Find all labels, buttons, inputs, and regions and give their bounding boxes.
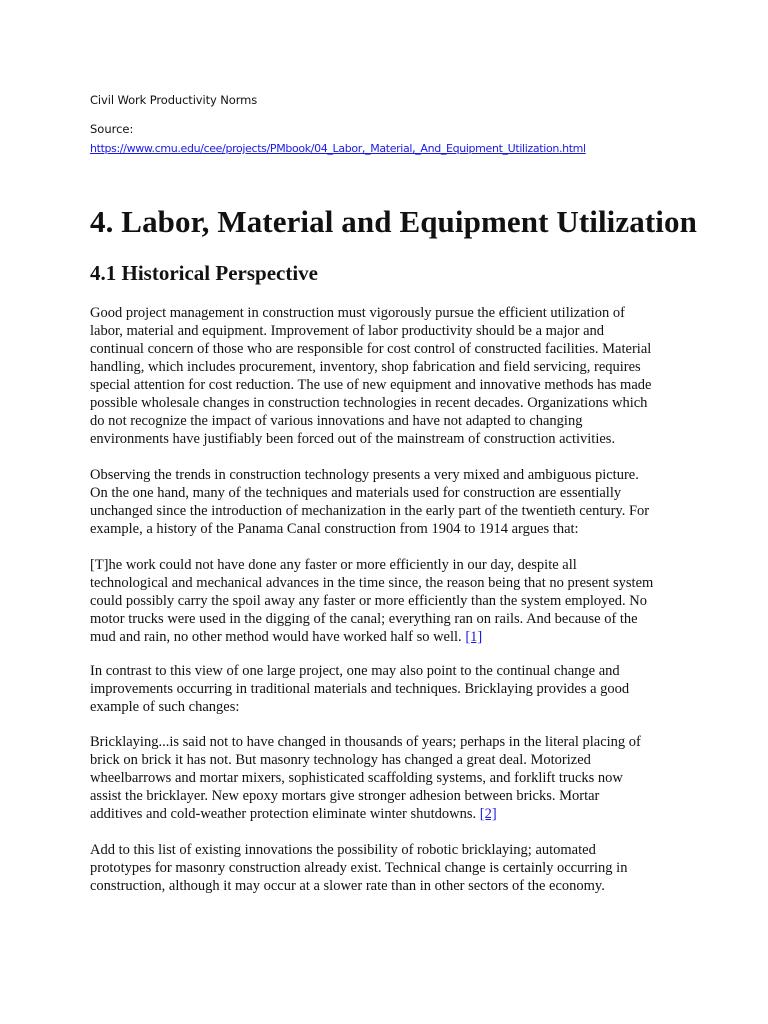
- paragraph-line: unchanged since the introduction of mechanization in the early part of the twentieth century. For: [90, 503, 650, 519]
- paragraph-line-text: mud and rain, no other method would have worked half so well.: [90, 629, 466, 645]
- paragraph-line: could possibly carry the spoil away any faster or more efficiently than the system employed. No: [90, 593, 648, 609]
- paragraph-line: labor, material and equipment. Improvement of labor productivity should be a major and: [90, 323, 605, 339]
- paragraph-line: improvements occurring in traditional materials and techniques. Bricklaying provides a good: [90, 681, 630, 697]
- paragraph-line: Good project management in construction must vigorously pursue the efficient utilization of: [90, 305, 625, 321]
- paragraph-intro: [90, 304, 651, 448]
- paragraph-contrast: [90, 662, 629, 716]
- paragraph-line: [90, 805, 641, 823]
- paragraph-line: continual concern of those who are responsible for cost control of constructed facilities. Material: [90, 341, 652, 357]
- source-url-link[interactable]: https://www.cmu.edu/cee/projects/PMbook/04_Labor,_Material,_And_Equipment_Utilization.html: [90, 142, 586, 155]
- paragraph-line: handling, which includes procurement, inventory, shop fabrication and field servicing, requires: [90, 359, 641, 375]
- paragraph-line: On the one hand, many of the techniques and materials used for construction are essentially: [90, 485, 622, 501]
- paragraph-robotic-bricklaying: [90, 841, 627, 895]
- paragraph-line: example, a history of the Panama Canal construction from 1904 to 1914 argues that:: [90, 521, 579, 537]
- paragraph-line: [90, 628, 653, 646]
- paragraph-line: construction, although it may occur at a slower rate than in other sectors of the economy.: [90, 878, 605, 894]
- paragraph-panama-quote: [90, 556, 653, 646]
- paragraph-line: do not recognize the impact of various innovations and have not adapted to changing: [90, 413, 583, 429]
- paragraph-line: In contrast to this view of one large project, one may also point to the continual change and: [90, 663, 620, 679]
- paragraph-line: brick on brick it has not. But masonry technology has changed a great deal. Motorized: [90, 752, 591, 768]
- paragraph-line-text: additives and cold-weather protection eliminate winter shutdowns.: [90, 806, 480, 822]
- source-label: Source:: [90, 122, 134, 136]
- paragraph-line: [T]he work could not have done any faster or more efficiently in our day, despite all: [90, 557, 577, 573]
- paragraph-line: Observing the trends in construction technology presents a very mixed and ambiguous picture.: [90, 467, 639, 483]
- paragraph-line: prototypes for masonry construction already exist. Technical change is certainly occurring in: [90, 860, 628, 876]
- document-title: Civil Work Productivity Norms: [90, 93, 258, 107]
- reference-link-2[interactable]: [2]: [479, 806, 497, 822]
- paragraph-line: example of such changes:: [90, 699, 240, 715]
- paragraph-line: possible wholesale changes in construction technologies in recent decades. Organizations which: [90, 395, 648, 411]
- paragraph-line: special attention for cost reduction. The use of new equipment and innovative methods has made: [90, 377, 652, 393]
- paragraph-line: assist the bricklayer. New epoxy mortars give stronger adhesion between bricks. Mortar: [90, 788, 600, 804]
- paragraph-bricklaying-quote: [90, 733, 641, 823]
- paragraph-line: motor trucks were used in the digging of the canal; everything ran on rails. And because of the: [90, 611, 638, 627]
- chapter-heading: 4. Labor, Material and Equipment Utilization: [90, 204, 697, 239]
- paragraph-line: environments have justifiably been forced out of the mainstream of construction activities.: [90, 431, 616, 447]
- reference-link-1[interactable]: [1]: [465, 629, 483, 645]
- paragraph-line: technological and mechanical advances in the time since, the reason being that no present system: [90, 575, 654, 591]
- paragraph-trends: [90, 466, 649, 538]
- paragraph-line: Bricklaying...is said not to have changed in thousands of years; perhaps in the literal placing of: [90, 734, 641, 750]
- section-heading: 4.1 Historical Perspective: [90, 261, 319, 285]
- paragraph-line: Add to this list of existing innovations the possibility of robotic bricklaying; automated: [90, 842, 596, 858]
- paragraph-line: wheelbarrows and mortar mixers, sophisticated scaffolding systems, and forklift trucks now: [90, 770, 623, 786]
